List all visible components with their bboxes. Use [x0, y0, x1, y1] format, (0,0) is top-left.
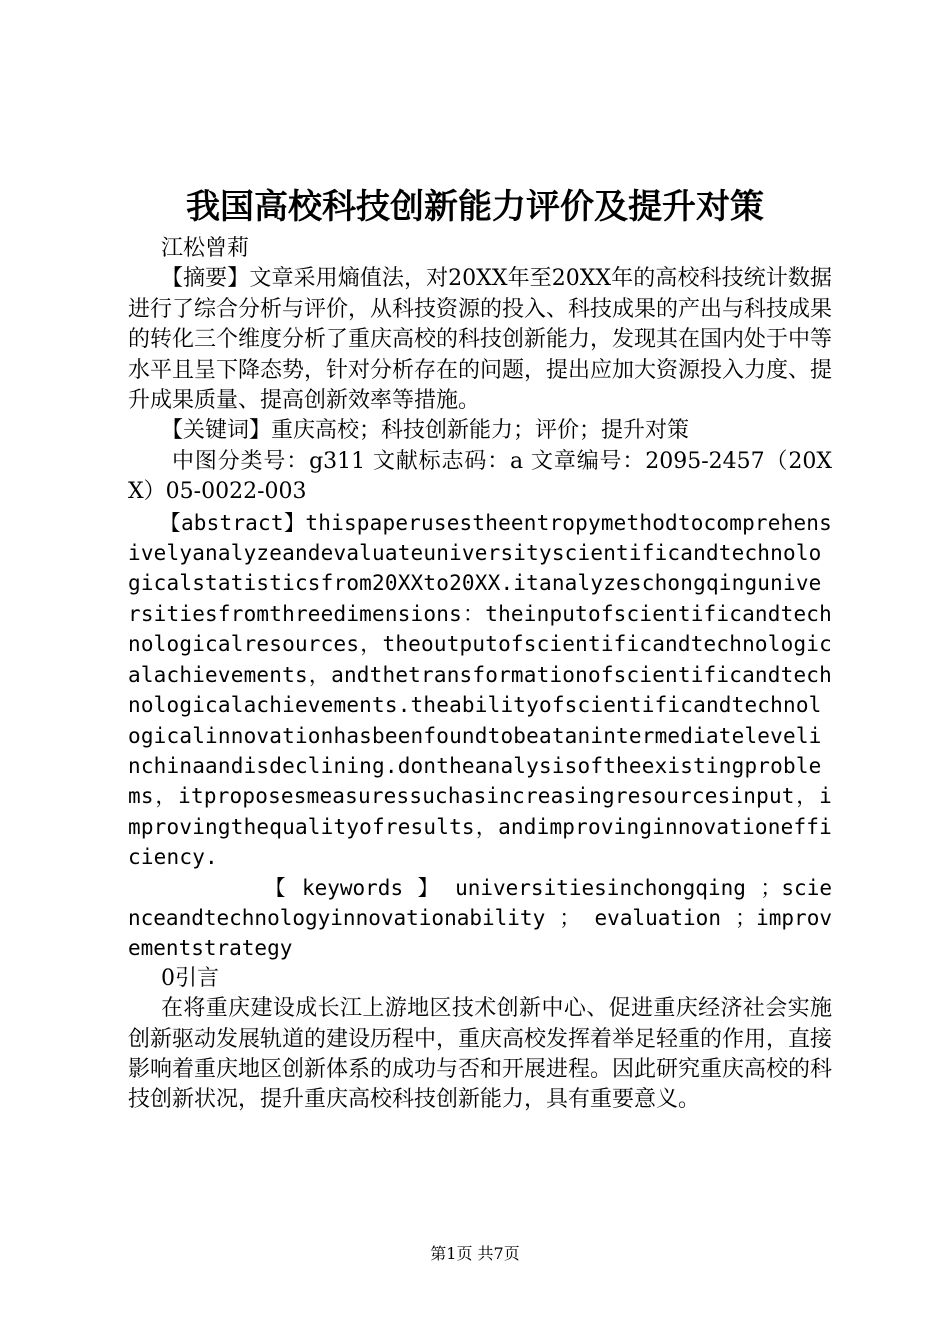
intro-paragraph: 在将重庆建设成长江上游地区技术创新中心、促进重庆经济社会实施创新驱动发展轨道的建设历程中，重庆高校发挥着举足轻重的作用，直接影响着重庆地区创新体系的成功与否和开展进程。因此研究重庆高校的科技创新状况，提升重庆高校科技创新能力，具有重要意义。	[128, 996, 833, 1113]
keywords-cn: 【关键词】重庆高校；科技创新能力；评价；提升对策	[161, 418, 690, 444]
keywords-en: 【 keywords 】 universitiesinchongqing ；scienceandtechnologyinnovationability ； evaluation ；improvementstrategy	[128, 875, 832, 961]
abstract-en: 【abstract】thispaperusestheentropymethodtocomprehensivelyanalyzeandevaluateuniversityscientificandtechnologicalstatisticsfrom20XXto20XX.itanalyzeschongqinguniversitiesfromthreedimensions：theinputofscientificandtechnologicalresources，theoutputofscientificandtechnologicalachievements，andthetransformationofscientificandtechnologicalachievements.theabilityofscientificandtechnologicalinnovationhasbeenfoundtobeatanintermediatelevelinchinaandisdeclining.dontheanalysisoftheexistingproblems，itproposesmeasuressuchasincreasingresourcesinput，improvingthequalityofresults，andimprovinginnovationefficiency.	[128, 510, 832, 870]
document-body	[128, 234, 832, 1116]
page-indicator: 第1页 共7页	[430, 1244, 520, 1263]
author-line: 江松曾莉	[161, 236, 250, 261]
classification-line: 中图分类号：g311 文献标志码：a 文章编号：2095-2457（20XX）05-0022-003	[128, 448, 832, 505]
abstract-cn: 【摘要】文章采用熵值法，对20XX年至20XX年的高校科技统计数据进行了综合分析与评价，从科技资源的投入、科技成果的产出与科技成果的转化三个维度分析了重庆高校的科技创新能力，发现其在国内处于中等水平且呈下降态势，针对分析存在的问题，提出应加大资源投入力度、提升成果质量、提高创新效率等措施。	[128, 266, 833, 414]
section-heading: 0引言	[161, 965, 219, 991]
page-footer	[0, 1243, 950, 1265]
document-title: 我国高校科技创新能力评价及提升对策	[186, 187, 764, 227]
